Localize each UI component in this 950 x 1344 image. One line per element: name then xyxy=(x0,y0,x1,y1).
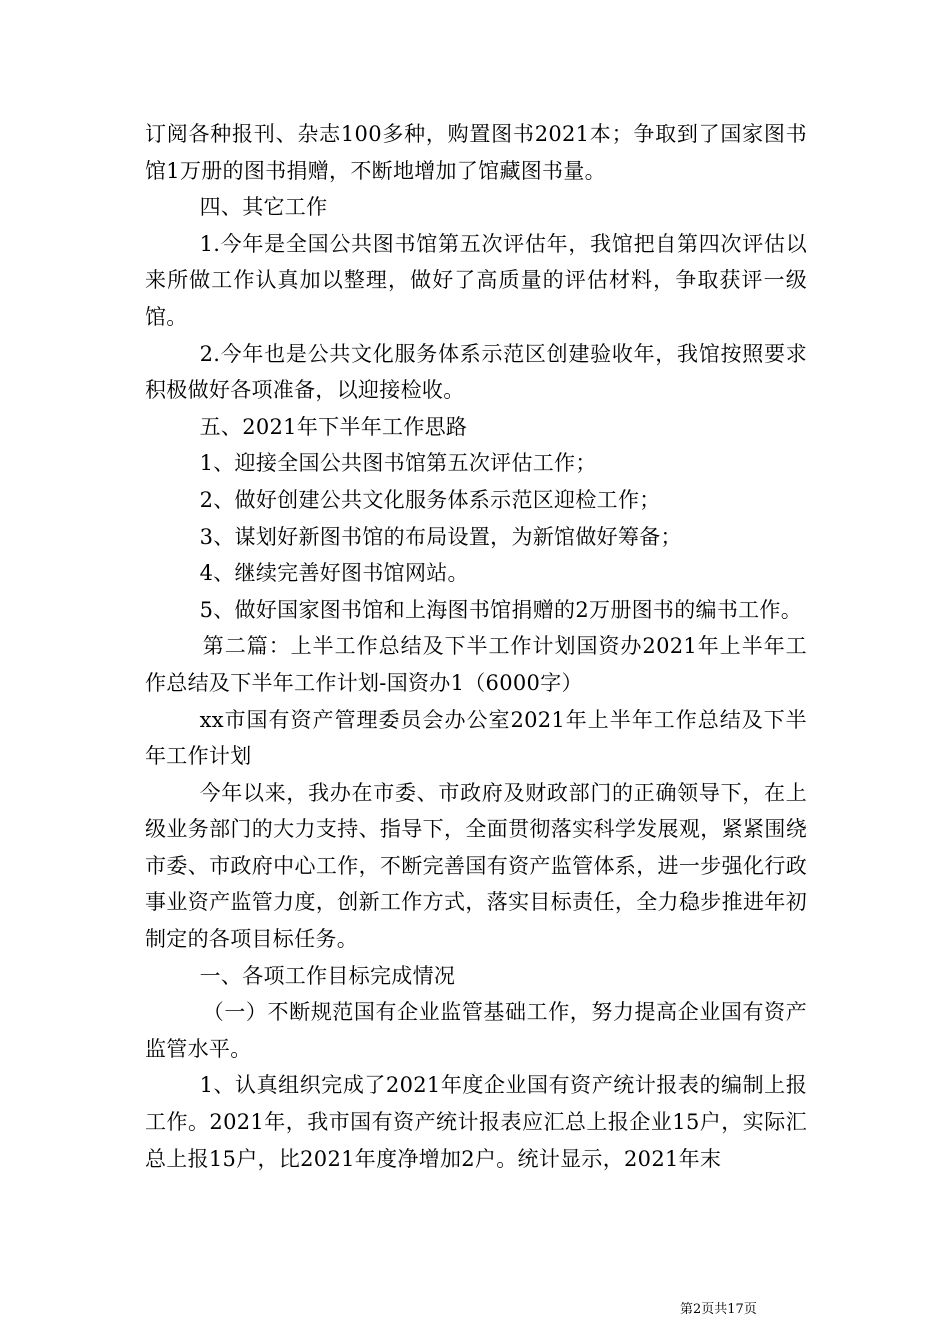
list-item: 5、做好国家图书馆和上海图书馆捐赠的2万册图书的编书工作。 xyxy=(199,597,803,622)
paragraph: 1、认真组织完成了2021年度企业国有资产统计报表的编制上报工作。2021年，我市国有资产统计报表应汇总上报企业15户，实际汇总上报15户，比2021年度净增加2户。统计显示，2021年末 xyxy=(145,1073,807,1171)
list-item: 2、做好创建公共文化服务体系示范区迎检工作； xyxy=(199,487,661,512)
chapter-title: 第二篇：上半工作总结及下半工作计划国资办2021年上半年工作总结及下半年工作计划-国资办1（6000字） xyxy=(145,634,807,695)
page-number: 第2页共17页 xyxy=(680,1302,757,1317)
list-item: 1、迎接全国公共图书馆第五次评估工作； xyxy=(199,451,597,476)
paragraph: 2.今年也是公共文化服务体系示范区创建验收年，我馆按照要求积极做好各项准备，以迎接检收。 xyxy=(145,341,807,403)
list-item: 4、继续完善好图书馆网站。 xyxy=(199,561,469,586)
section-heading: 一、各项工作目标完成情况 xyxy=(199,963,456,988)
body-text xyxy=(145,116,807,1177)
section-heading: 四、其它工作 xyxy=(199,195,328,220)
paragraph: 订阅各种报刊、杂志100多种，购置图书2021本；争取到了国家图书馆1万册的图书捐赠，不断地增加了馆藏图书量。 xyxy=(145,122,807,183)
section-heading: 五、2021年下半年工作思路 xyxy=(199,414,468,439)
list-item: 3、谋划好新图书馆的布局设置，为新馆做好筹备； xyxy=(199,524,682,549)
paragraph: 1.今年是全国公共图书馆第五次评估年，我馆把自第四次评估以来所做工作认真加以整理，做好了高质量的评估材料，争取获评一级馆。 xyxy=(145,231,807,329)
document-title: xx市国有资产管理委员会办公室2021年上半年工作总结及下半年工作计划 xyxy=(145,707,807,769)
paragraph: 今年以来，我办在市委、市政府及财政部门的正确领导下，在上级业务部门的大力支持、指导下，全面贯彻落实科学发展观，紧紧围绕市委、市政府中心工作，不断完善国有资产监管体系，进一步强化行政事业资产监管力度，创新工作方式，落实目标责任，全力稳步推进年初制定的各项目标任务。 xyxy=(145,780,807,952)
subsection-heading: （一）不断规范国有企业监管基础工作，努力提高企业国有资产监管水平。 xyxy=(145,1000,807,1061)
